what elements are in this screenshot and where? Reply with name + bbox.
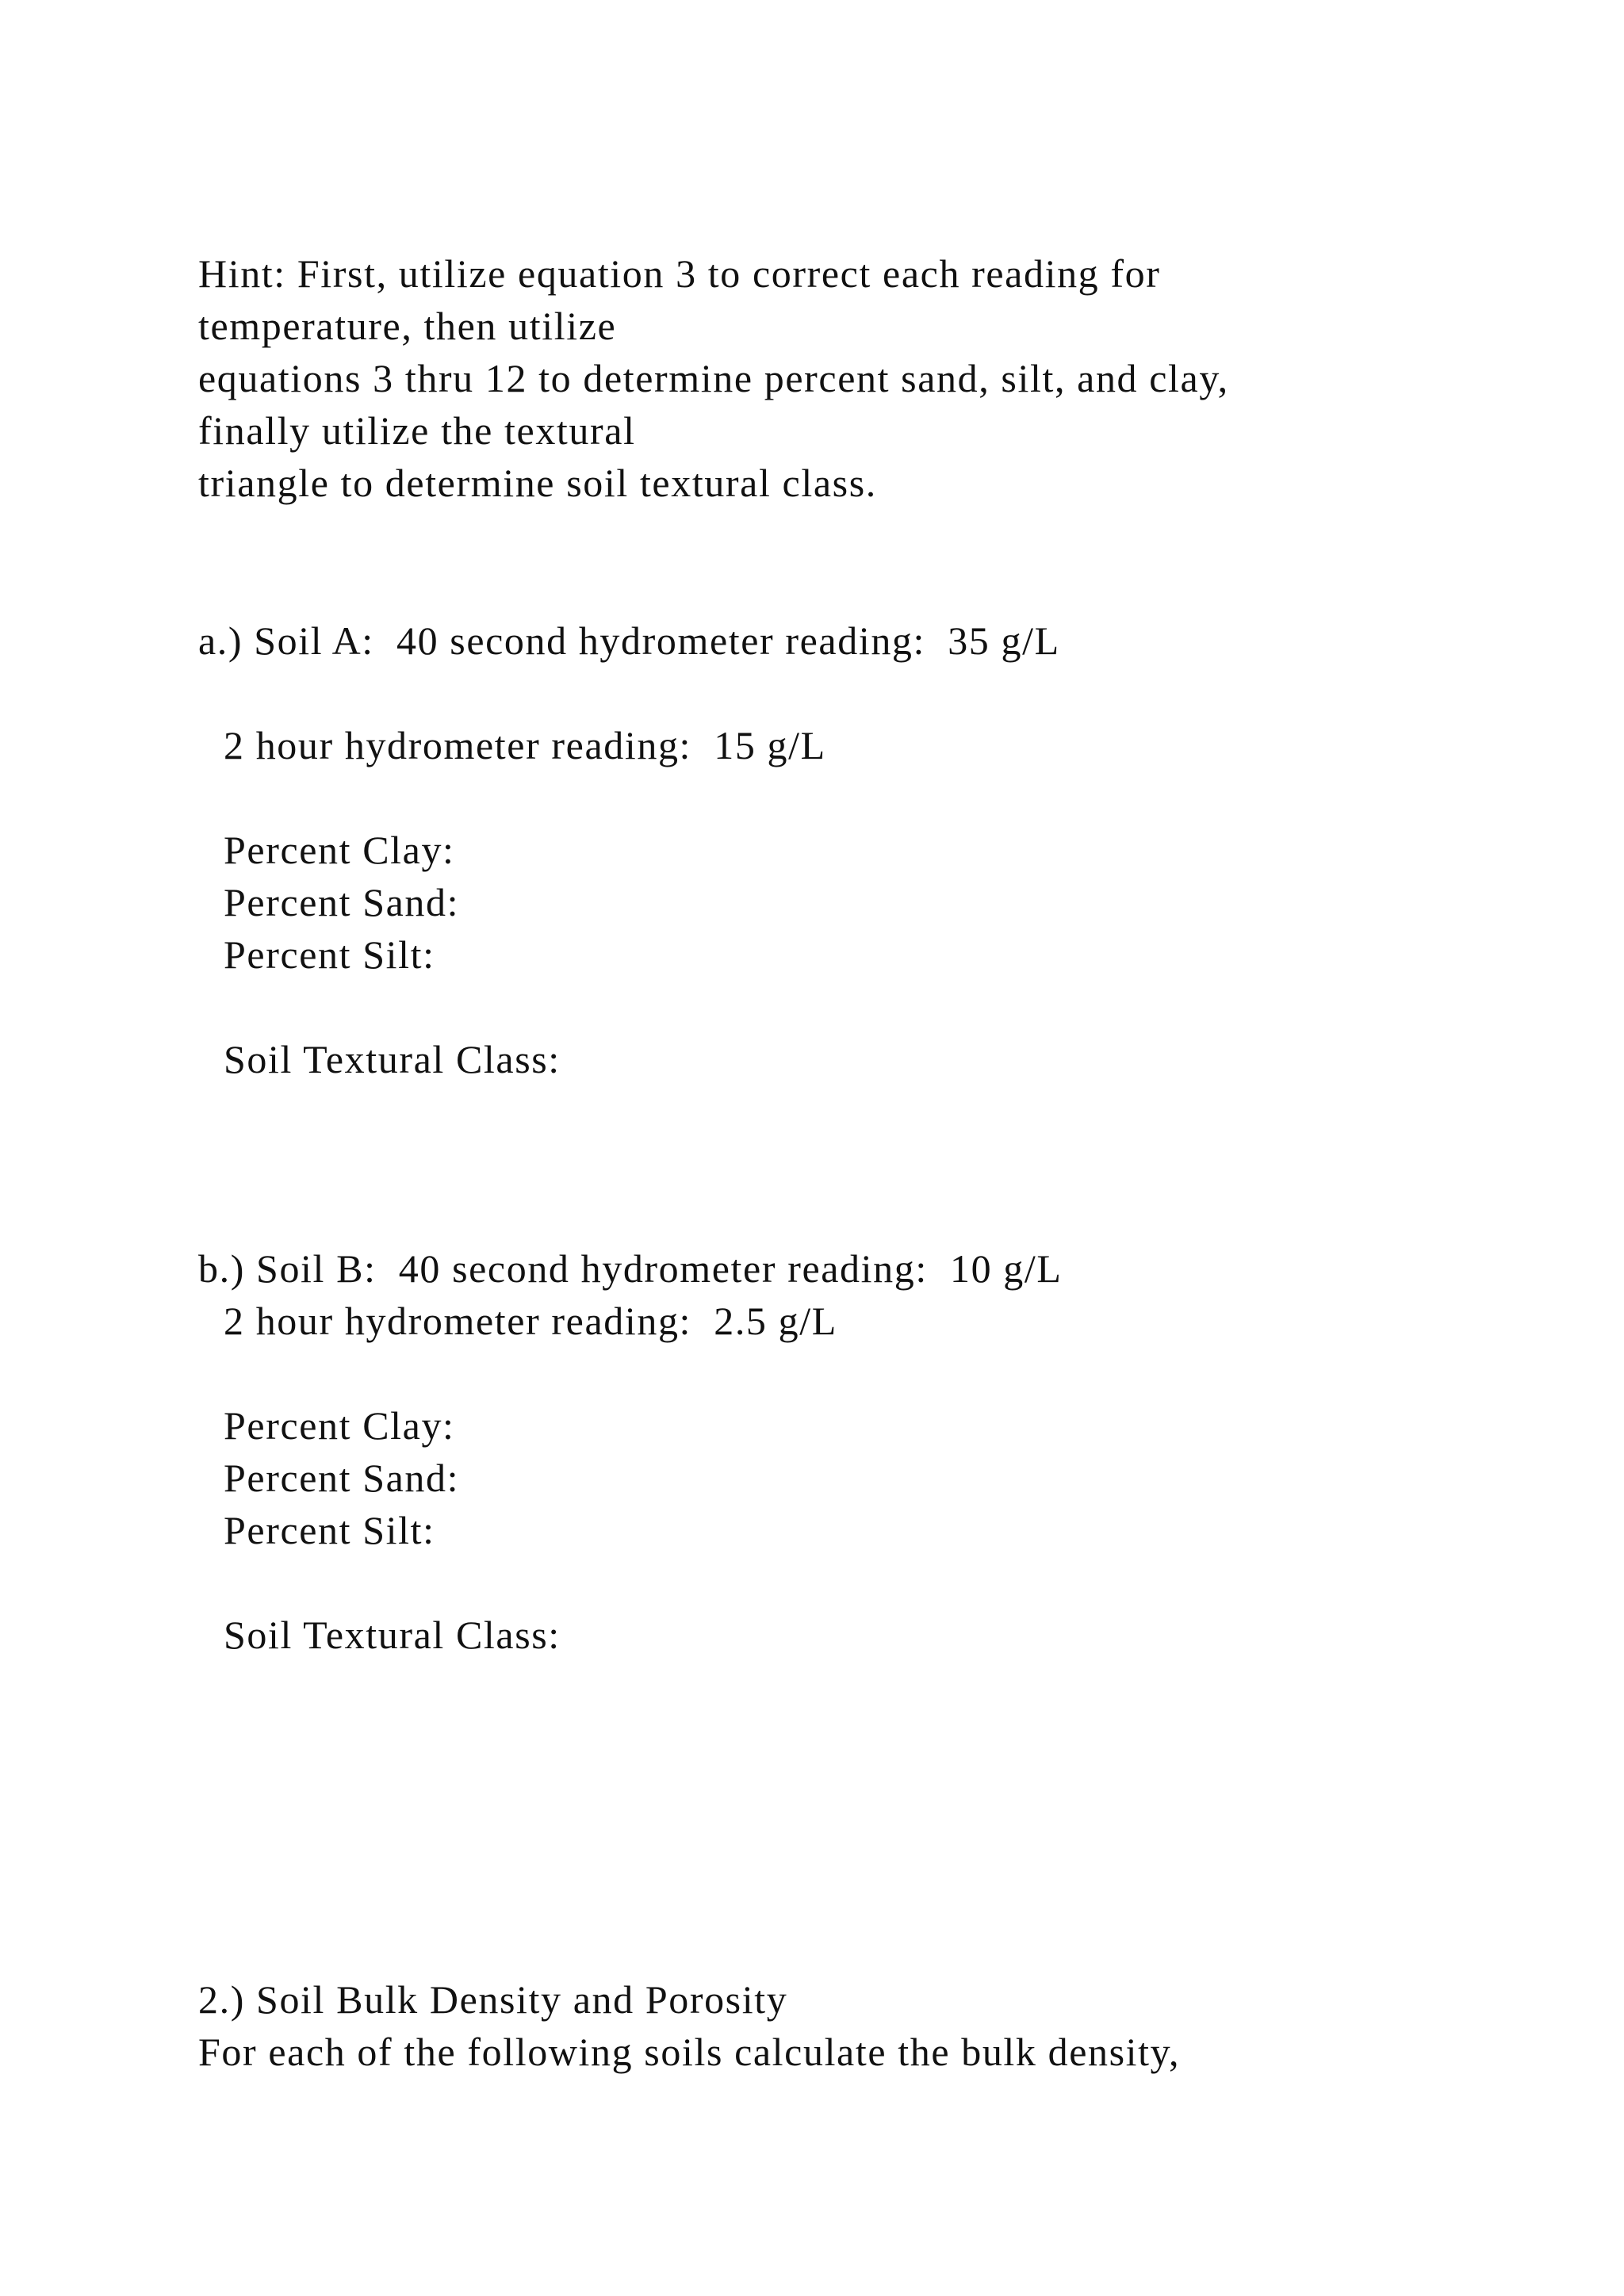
hint-line: Hint: First, utilize equation 3 to correct each reading for [198, 251, 1161, 296]
hint-line: equations 3 thru 12 to determine percent sand, silt, and clay, [198, 356, 1229, 400]
soil-a-percent-silt-label: Percent Silt: [224, 932, 435, 977]
soil-a-2h-reading: 2 hour hydrometer reading: 15 g/L [224, 723, 826, 767]
hint-line: triangle to determine soil textural class. [198, 461, 877, 505]
soil-b-textural-class-label: Soil Textural Class: [224, 1613, 561, 1657]
soil-a-textural-class-label: Soil Textural Class: [224, 1037, 561, 1081]
hint-line: temperature, then utilize [198, 304, 617, 348]
section-2-heading: 2.) Soil Bulk Density and Porosity [198, 1977, 788, 2022]
soil-a-percent-clay-label: Percent Clay: [224, 828, 455, 872]
soil-b-percent-sand-label: Percent Sand: [224, 1456, 460, 1500]
soil-b-40s-reading: b.) Soil B: 40 second hydrometer reading: 10 g/L [198, 1246, 1063, 1291]
soil-b-percent-clay-label: Percent Clay: [224, 1403, 455, 1448]
soil-a-percent-sand-label: Percent Sand: [224, 880, 460, 924]
soil-b-2h-reading: 2 hour hydrometer reading: 2.5 g/L [224, 1299, 837, 1343]
section-2-intro: For each of the following soils calculate the bulk density, [198, 2030, 1181, 2074]
soil-a-40s-reading: a.) Soil A: 40 second hydrometer reading: 35 g/L [198, 618, 1060, 663]
soil-b-percent-silt-label: Percent Silt: [224, 1508, 435, 1552]
hint-line: finally utilize the textural [198, 408, 636, 453]
